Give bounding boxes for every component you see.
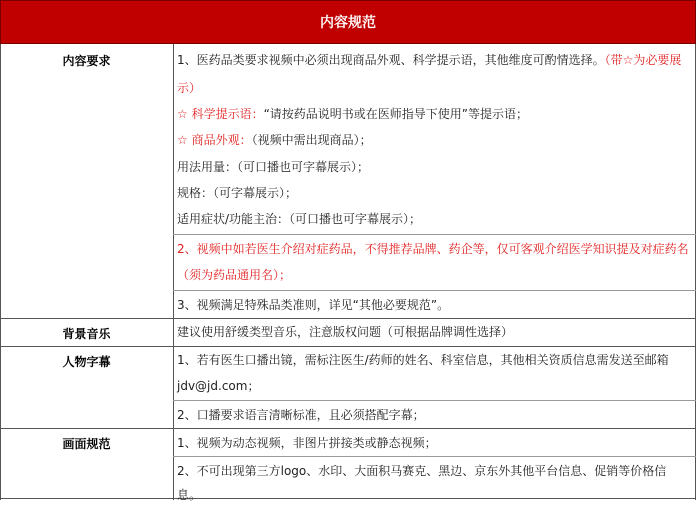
row-divider	[173, 290, 696, 291]
music-requirement: 建议使用舒缓类型音乐，注意版权问题（可根据品牌调性选择）	[177, 325, 514, 339]
requirement-1	[177, 48, 689, 72]
row-divider	[173, 234, 696, 235]
science-tip-label: ☆ 科学提示语：	[177, 107, 264, 121]
category-person-subtitle: 人物字幕	[62, 355, 111, 369]
subtitle-requirement-2: 2、口播要求语言清晰标准，且必须搭配字幕；	[177, 408, 425, 422]
section-divider	[0, 346, 696, 347]
requirement-1-text: 1、医药品类要求视频中必须出现商品外观、科学提示语，其他维度可酌情选择。	[177, 53, 605, 67]
requirement-appearance	[177, 128, 689, 152]
subtitle-requirement-1-cont: jdv@jd.com；	[177, 379, 260, 393]
table-border-left	[0, 44, 1, 500]
requirement-spec: 规格：（可字幕展示）；	[177, 186, 298, 200]
appearance-label: ☆ 商品外观：	[177, 133, 252, 147]
required-note: （带☆为必要展	[604, 53, 682, 67]
visual-requirement-2: 2、不可出现第三方logo、水印、大面积马赛克、黑边、京东外其他平台信息、促销等价格信息。	[177, 464, 667, 502]
row-divider	[173, 456, 696, 457]
requirement-science-tip	[177, 102, 689, 126]
requirement-dosage: 用法用量：（可口播也可字幕展示）；	[177, 160, 370, 174]
section-divider	[0, 318, 696, 319]
subtitle-requirement-1: 1、若有医生口播出镜，需标注医生/药师的姓名、科室信息，其他相关资质信息需发送至邮箱	[177, 353, 669, 367]
requirement-indication: 适用症状/功能主治：（可口播也可字幕展示）；	[177, 212, 422, 226]
category-content-requirements: 内容要求	[62, 54, 111, 68]
category-background-music: 背景音乐	[62, 327, 111, 341]
section-divider	[0, 428, 696, 429]
category-visual-spec: 画面规范	[62, 437, 111, 451]
requirement-2: 2、视频中如若医生介绍对症药品，不得推荐品牌、药企等，仅可客观介绍医学知识提及对症药名	[177, 242, 689, 256]
visual-requirement-1: 1、视频为动态视频，非图片拼接类或静态视频；	[177, 436, 437, 450]
column-divider	[173, 44, 174, 500]
requirement-3: 3、视频满足特殊品类准则，详见“其他必要规范”。	[177, 298, 450, 312]
table-title: 内容规范	[0, 0, 696, 44]
required-note-cont: 示）	[177, 81, 202, 95]
science-tip-text: “请按药品说明书或在医师指导下使用”等提示语；	[263, 107, 529, 121]
appearance-text: （视频中需出现商品）；	[251, 133, 372, 147]
requirement-2-cont: （须为药品通用名）；	[177, 268, 292, 282]
row-divider	[173, 400, 696, 401]
